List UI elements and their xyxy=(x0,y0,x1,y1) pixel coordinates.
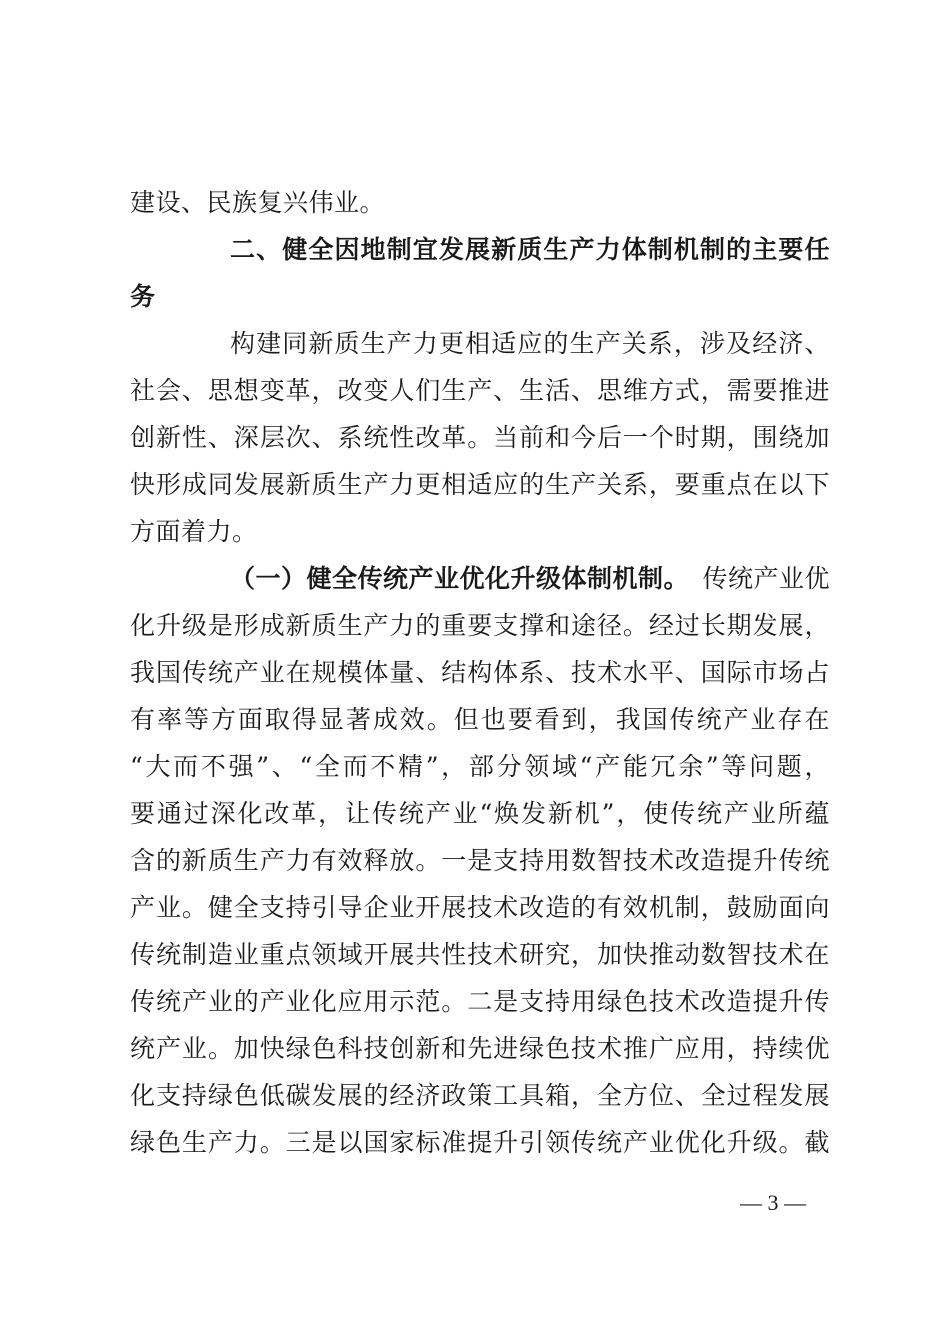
intro-line-5: 方面着力。 xyxy=(130,517,258,546)
intro-line-4: 快形成同发展新质生产力更相适应的生产关系，要重点在以下 xyxy=(130,470,830,499)
continuation-text: 建设、民族复兴伟业。 xyxy=(130,188,386,217)
body-line: 有率等方面取得显著成效。但也要看到，我国传统产业存在 xyxy=(130,705,830,734)
intro-line-2: 社会、思想变革，改变人们生产、生活、思维方式，需要推进 xyxy=(130,376,830,405)
body-line: 含的新质生产力有效释放。一是支持用数智技术改造提升传统 xyxy=(130,846,830,875)
intro-line-1: 构建同新质生产力更相适应的生产关系，涉及经济、 xyxy=(230,329,830,358)
body-line: 我国传统产业在规模体量、结构体系、技术水平、国际市场占 xyxy=(130,658,830,687)
intro-line-3: 创新性、深层次、系统性改革。当前和今后一个时期，围绕加 xyxy=(130,423,830,452)
subsection-first-line xyxy=(230,556,830,602)
body-line: 化升级是形成新质生产力的重要支撑和途径。经过长期发展， xyxy=(130,611,830,640)
section-heading-line-2: 务 xyxy=(130,282,156,311)
body-line: 传统制造业重点领域开展共性技术研究，加快推动数智技术在 xyxy=(130,940,830,969)
body-line: “大而不强”、“全而不精”，部分领域“产能冗余”等问题， xyxy=(130,752,830,781)
section-heading-line-1: 二、健全因地制宜发展新质生产力体制机制的主要任 xyxy=(230,235,830,264)
body-line: 传统产业的产业化应用示范。二是支持用绿色技术改造提升传 xyxy=(130,987,830,1016)
subsection-title: （一）健全传统产业优化升级体制机制。 xyxy=(230,564,690,593)
body-line: 产业。健全支持引导企业开展技术改造的有效机制，鼓励面向 xyxy=(130,893,830,922)
body-line: 绿色生产力。三是以国家标准提升引领传统产业优化升级。截 xyxy=(130,1128,830,1157)
subsection-first-line-rest: 传统产业优 xyxy=(702,564,830,593)
page-number: — 3 — xyxy=(740,1190,806,1215)
body-line: 要通过深化改革，让传统产业“焕发新机”，使传统产业所蕴 xyxy=(130,799,830,828)
body-line: 化支持绿色低碳发展的经济政策工具箱，全方位、全过程发展 xyxy=(130,1081,830,1110)
body-line: 统产业。加快绿色科技创新和先进绿色技术推广应用，持续优 xyxy=(130,1034,830,1063)
